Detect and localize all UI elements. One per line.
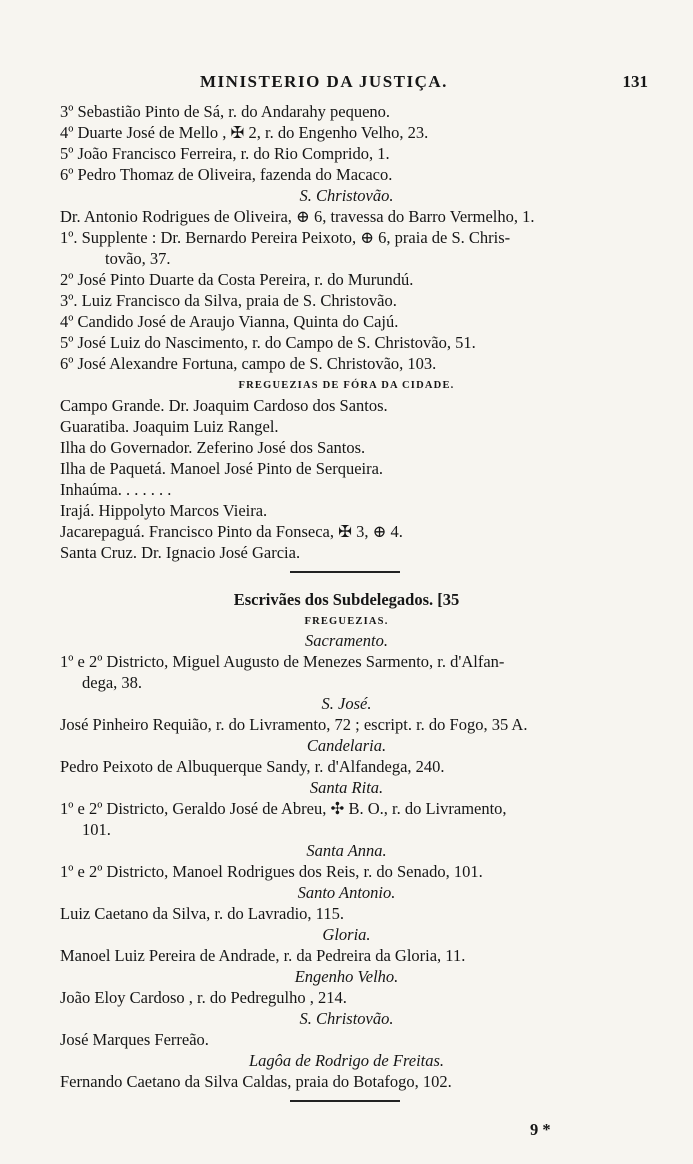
text-line: 3º. Luiz Francisco da Silva, praia de S. Christovão. [60,291,397,310]
text-line: José Pinheiro Requião, r. do Livramento, 72 ; escript. r. do Fogo, 35 A. [60,715,528,734]
text-line: Ilha de Paquetá. Manoel José Pinto de Serqueira. [60,459,384,478]
section-heading: S. José. [321,694,372,713]
section-heading: Engenho Velho. [294,967,399,986]
text-line: Jacarepaguá. Francisco Pinto da Fonseca, ✠ 3, ⊕ 4. [60,522,403,541]
section-heading: Santa Rita. [309,778,384,797]
text-line: 1º. Supplente : Dr. Bernardo Pereira Peixoto, ⊕ 6, praia de S. Chris- [60,228,511,247]
text-line: Campo Grande. Dr. Joaquim Cardoso dos Santos. [60,396,388,415]
text-line: 5º João Francisco Ferreira, r. do Rio Comprido, 1. [60,144,390,163]
section-divider [290,1100,400,1102]
text-line: Fernando Caetano da Silva Caldas, praia do Botafogo, 102. [60,1072,452,1091]
text-line: 4º Duarte José de Mello , ✠ 2, r. do Engenho Velho, 23. [60,123,429,142]
section-heading: S. Christovão. [299,1009,394,1028]
text-line: Irajá. Hippolyto Marcos Vieira. [60,501,268,520]
signature-mark: 9 * [530,1120,551,1139]
text-line: João Eloy Cardoso , r. do Pedregulho , 214. [60,988,347,1007]
section-heading: Sacramento. [305,631,388,650]
section-heading: Santo Antonio. [297,883,396,902]
section-heading: S. Christovão. [299,186,394,205]
text-line: 5º José Luiz do Nascimento, r. do Campo de S. Christovão, 51. [60,333,476,352]
text-line: Luiz Caetano da Silva, r. do Lavradio, 115. [60,904,344,923]
text-line: Dr. Antonio Rodrigues de Oliveira, ⊕ 6, travessa do Barro Vermelho, 1. [60,207,535,226]
text-line: 1º e 2º Districto, Geraldo José de Abreu, ✣ B. O., r. do Livramento, [60,799,507,818]
section-divider [290,571,400,573]
section-heading: Gloria. [322,925,371,944]
text-line: 1º e 2º Districto, Manoel Rodrigues dos Reis, r. do Senado, 101. [60,862,483,881]
text-line: 1º e 2º Districto, Miguel Augusto de Menezes Sarmento, r. d'Alfan- [60,652,505,671]
section-heading: Lagôa de Rodrigo de Freitas. [248,1051,445,1070]
text-line: Manoel Luiz Pereira de Andrade, r. da Pedreira da Gloria, 11. [60,946,466,965]
page-header [60,72,650,96]
text-line: 4º Candido José de Araujo Vianna, Quinta do Cajú. [60,312,399,331]
section-title: Escrivães dos Subdelegados. [35 [233,590,460,609]
text-line: 3º Sebastião Pinto de Sá, r. do Andarahy pequeno. [60,102,391,121]
section-heading: Candelaria. [306,736,387,755]
text-line: dega, 38. [82,673,143,692]
text-line: 2º José Pinto Duarte da Costa Pereira, r. do Murundú. [60,270,414,289]
text-line: Santa Cruz. Dr. Ignacio José Garcia. [60,543,301,562]
text-line: 101. [82,820,111,839]
running-title: MINISTERIO DA JUSTIÇA. [200,72,448,91]
page-number: 131 [622,72,648,91]
text-line: Inhaúma. . . . . . . [60,480,172,499]
text-line: Ilha do Governador. Zeferino José dos Santos. [60,438,366,457]
text-line: tovão, 37. [105,249,171,268]
section-heading: FREGUEZIAS DE FÓRA DA CIDADE. [238,380,455,391]
text-line: 6º José Alexandre Fortuna, campo de S. Christovão, 103. [60,354,437,373]
text-line: 6º Pedro Thomaz de Oliveira, fazenda do Macaco. [60,165,393,184]
text-line: Pedro Peixoto de Albuquerque Sandy, r. d'Alfandega, 240. [60,757,445,776]
text-line: Guaratiba. Joaquim Luiz Rangel. [60,417,279,436]
section-heading: Santa Anna. [306,841,387,860]
text-line: José Marques Ferreão. [60,1030,209,1049]
section-heading: FREGUEZIAS. [304,616,389,627]
